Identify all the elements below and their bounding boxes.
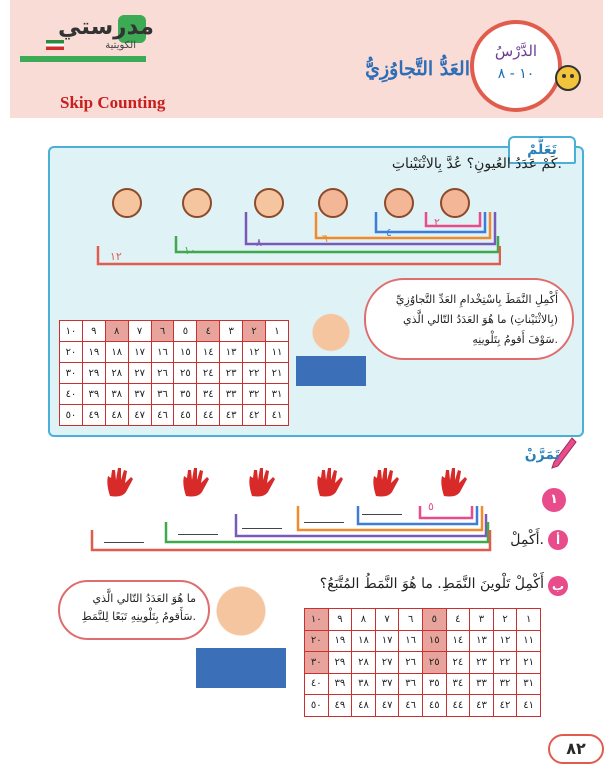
grid-cell[interactable]: ٣٧ xyxy=(128,384,151,405)
logo-subtitle: الكويتية xyxy=(105,40,136,51)
grid-cell[interactable]: ١١ xyxy=(266,342,289,363)
english-title: Skip Counting xyxy=(60,93,166,112)
grid-cell[interactable]: ١٢ xyxy=(493,630,517,652)
grid-cell[interactable]: ١١ xyxy=(517,630,541,652)
grid-cell[interactable]: ٧ xyxy=(375,609,399,631)
lesson-number: ١٠ - ٨ xyxy=(497,66,535,82)
grid-cell[interactable]: ٥٠ xyxy=(305,695,329,717)
grid-cell[interactable]: ٩ xyxy=(328,609,352,631)
grid-row xyxy=(60,342,289,363)
grid-cell[interactable]: ١٣ xyxy=(220,342,243,363)
hand-icon xyxy=(368,466,402,500)
grid-cell[interactable]: ٣٢ xyxy=(493,673,517,695)
part-b-instruction: أَكْمِلْ تَلْوينَ النَّمَطِ. ما هُوَ النَّمَطُ المُتَّبَعُ؟ xyxy=(319,576,544,592)
learn-question: كَمْ عَدَدُ العُيونِ؟ عُدَّ بِالاثْنَيْناتِ. xyxy=(391,156,562,172)
grid-cell[interactable]: ٢١ xyxy=(266,363,289,384)
grid-cell[interactable]: ٤٤ xyxy=(197,405,220,426)
grid-cell[interactable]: ١٥ xyxy=(174,342,197,363)
grid-cell[interactable]: ٢٢ xyxy=(243,363,266,384)
grid-cell[interactable]: ٨ xyxy=(352,609,376,631)
bracket-label: ٨ xyxy=(256,236,262,249)
grid-row xyxy=(305,673,541,695)
grid-cell[interactable]: ١٣ xyxy=(470,630,494,652)
boy-painter-icon xyxy=(296,306,366,426)
hand-icon xyxy=(312,466,346,500)
grid-row xyxy=(305,609,541,631)
grid-cell[interactable]: ٥٠ xyxy=(60,405,83,426)
grid-cell[interactable]: ٢٦ xyxy=(399,652,423,674)
grid-cell[interactable]: ٢٤ xyxy=(446,652,470,674)
grid-cell[interactable]: ٥ xyxy=(422,609,446,631)
grid-cell[interactable]: ٢٧ xyxy=(128,363,151,384)
grid-cell[interactable]: ٢٠ xyxy=(60,342,83,363)
grid-cell[interactable]: ٢٩ xyxy=(328,652,352,674)
grid-cell[interactable]: ٤٢ xyxy=(243,405,266,426)
grid-cell[interactable]: ٤٨ xyxy=(105,405,128,426)
grid-cell[interactable]: ٤٩ xyxy=(82,405,105,426)
grid-cell[interactable]: ٤٠ xyxy=(305,673,329,695)
grid-cell[interactable]: ٣٩ xyxy=(82,384,105,405)
grid-cell[interactable]: ٤٥ xyxy=(422,695,446,717)
grid-cell[interactable]: ٦ xyxy=(151,321,174,342)
grid-cell[interactable]: ١٢ xyxy=(243,342,266,363)
grid-cell[interactable]: ٢٠ xyxy=(305,630,329,652)
grid-cell[interactable]: ٢٦ xyxy=(151,363,174,384)
grid-cell[interactable]: ٣٨ xyxy=(352,673,376,695)
learn-speech-bubble: أَكْمِلِ النَّمَطَ بِاسْتِخْدامِ العَدِّ التَّجاوُزِيِّ (بِالاثْنَيْناتِ) ما هُوَ العَدَدُ التّالي الَّذي سَوْفَ أَقومُ بِتَلْوينِهِ. xyxy=(364,278,574,360)
grid-cell[interactable]: ٣ xyxy=(220,321,243,342)
grid-cell[interactable]: ١٩ xyxy=(328,630,352,652)
grid-cell[interactable]: ١٥ xyxy=(422,630,446,652)
grid-cell[interactable]: ٥ xyxy=(174,321,197,342)
hand-icon xyxy=(436,466,470,500)
kuwait-flag-icon xyxy=(46,40,64,50)
grid-cell[interactable]: ٩ xyxy=(82,321,105,342)
grid-cell[interactable]: ١ xyxy=(517,609,541,631)
grid-cell[interactable]: ١٦ xyxy=(151,342,174,363)
grid-cell[interactable]: ٢ xyxy=(243,321,266,342)
grid-cell[interactable]: ٤٠ xyxy=(60,384,83,405)
grid-cell[interactable]: ٣٥ xyxy=(422,673,446,695)
grid-cell[interactable]: ٣ xyxy=(470,609,494,631)
grid-cell[interactable]: ٦ xyxy=(399,609,423,631)
grid-cell[interactable]: ٤٩ xyxy=(328,695,352,717)
eye-count-brackets xyxy=(96,206,501,266)
part-a-marker: أ xyxy=(548,530,568,550)
grid-cell[interactable]: ٢٨ xyxy=(352,652,376,674)
lesson-title: العَدُّ التَّجاوُزِيُّ xyxy=(365,58,470,80)
grid-cell[interactable]: ٣٠ xyxy=(60,363,83,384)
grid-cell[interactable]: ٢٣ xyxy=(220,363,243,384)
hand-icon xyxy=(102,466,136,500)
grid-cell[interactable]: ٣٧ xyxy=(375,673,399,695)
grid-cell[interactable]: ٧ xyxy=(128,321,151,342)
grid-cell[interactable]: ٨ xyxy=(105,321,128,342)
grid-cell[interactable]: ٤٣ xyxy=(470,695,494,717)
grid-cell[interactable]: ٤ xyxy=(446,609,470,631)
grid-row xyxy=(60,363,289,384)
grid-row xyxy=(60,321,289,342)
grid-cell[interactable]: ٤١ xyxy=(266,405,289,426)
grid-row xyxy=(305,652,541,674)
bracket-label: ٢ xyxy=(434,216,440,229)
part-a-instruction: أَكْمِلْ. xyxy=(510,532,544,548)
answer-blank[interactable] xyxy=(362,514,402,515)
hand-icon xyxy=(244,466,278,500)
grid-cell[interactable]: ١ xyxy=(266,321,289,342)
answer-blank[interactable] xyxy=(304,522,344,523)
grid-cell[interactable]: ٢٥ xyxy=(174,363,197,384)
hundreds-grid xyxy=(59,320,289,426)
grid-cell[interactable]: ٤١ xyxy=(517,695,541,717)
grid-cell[interactable]: ١٩ xyxy=(82,342,105,363)
grid-cell[interactable]: ٢٤ xyxy=(197,363,220,384)
page-number: ٨٢ xyxy=(548,734,604,764)
learn-tab: تَعَلَّمْ xyxy=(508,136,576,164)
grid-cell[interactable]: ٢٣ xyxy=(470,652,494,674)
grid-cell[interactable]: ٣٣ xyxy=(220,384,243,405)
grid-cell[interactable]: ١٨ xyxy=(352,630,376,652)
bracket-label: ١٢ xyxy=(110,250,122,263)
grid-cell[interactable]: ٢٧ xyxy=(375,652,399,674)
grid-cell[interactable]: ٤٥ xyxy=(174,405,197,426)
answer-blank[interactable] xyxy=(104,542,144,543)
grid-row xyxy=(60,405,289,426)
grid-cell[interactable]: ١٤ xyxy=(446,630,470,652)
bee-mascot-icon xyxy=(548,58,588,98)
grid-cell[interactable]: ٤٦ xyxy=(399,695,423,717)
grid-cell[interactable]: ٢١ xyxy=(517,652,541,674)
grid-cell[interactable]: ٣٥ xyxy=(174,384,197,405)
grid-cell[interactable]: ١٧ xyxy=(128,342,151,363)
grid-cell[interactable]: ٤٤ xyxy=(446,695,470,717)
grid-cell[interactable]: ٣٢ xyxy=(243,384,266,405)
grid-cell[interactable]: ٤٦ xyxy=(151,405,174,426)
grid-row xyxy=(305,695,541,717)
grid-cell[interactable]: ٢٥ xyxy=(422,652,446,674)
hand-icon xyxy=(178,466,212,500)
logo-strip xyxy=(20,56,146,62)
lesson-label: الدَّرْسُ xyxy=(494,42,538,60)
answer-blank[interactable] xyxy=(178,534,218,535)
boy-painter-icon xyxy=(196,578,286,728)
grid-cell[interactable]: ١٧ xyxy=(375,630,399,652)
grid-cell[interactable]: ٣٦ xyxy=(151,384,174,405)
grid-cell[interactable]: ٤٢ xyxy=(493,695,517,717)
logo-title: مدرستي xyxy=(58,14,155,40)
grid-cell[interactable]: ١٨ xyxy=(105,342,128,363)
grid-cell[interactable]: ٢ xyxy=(493,609,517,631)
grid-cell[interactable]: ٣٦ xyxy=(399,673,423,695)
grid-cell[interactable]: ٣٣ xyxy=(470,673,494,695)
grid-cell[interactable]: ٢٩ xyxy=(82,363,105,384)
grid-cell[interactable]: ٣٩ xyxy=(328,673,352,695)
grid-cell[interactable]: ١٤ xyxy=(197,342,220,363)
practice-hundreds-grid xyxy=(304,608,541,717)
grid-cell[interactable]: ٣٤ xyxy=(197,384,220,405)
part-b-marker: ب xyxy=(548,576,568,596)
grid-cell[interactable]: ٤٣ xyxy=(220,405,243,426)
grid-cell[interactable]: ٣١ xyxy=(266,384,289,405)
grid-row xyxy=(305,630,541,652)
grid-cell[interactable]: ٤ xyxy=(197,321,220,342)
grid-cell[interactable]: ٣٨ xyxy=(105,384,128,405)
grid-cell[interactable]: ١٦ xyxy=(399,630,423,652)
exercise-number: ١ xyxy=(542,488,566,512)
bracket-label: ٤ xyxy=(386,226,392,239)
grid-cell[interactable]: ٤٧ xyxy=(375,695,399,717)
practice-speech-bubble: ما هُوَ العَدَدُ التّالي الَّذي سَأَقومُ بِتَلْوينِهِ تَبَعًا لِلنَّمَطِ. xyxy=(58,580,210,640)
grid-cell[interactable]: ١٠ xyxy=(305,609,329,631)
grid-cell[interactable]: ٣٠ xyxy=(305,652,329,674)
practice-tab: تَمَرَّنْ xyxy=(524,447,560,463)
grid-cell[interactable]: ١٠ xyxy=(60,321,83,342)
bracket-label: ٦ xyxy=(322,232,328,245)
grid-cell[interactable]: ٤٨ xyxy=(352,695,376,717)
grid-cell[interactable]: ٣٤ xyxy=(446,673,470,695)
bracket-label: ٥ xyxy=(428,500,434,513)
grid-cell[interactable]: ٣١ xyxy=(517,673,541,695)
grid-cell[interactable]: ٢٢ xyxy=(493,652,517,674)
grid-cell[interactable]: ٤٧ xyxy=(128,405,151,426)
grid-cell[interactable]: ٢٨ xyxy=(105,363,128,384)
answer-blank[interactable] xyxy=(242,528,282,529)
grid-row xyxy=(60,384,289,405)
bracket-label: ١٠ xyxy=(184,244,196,257)
